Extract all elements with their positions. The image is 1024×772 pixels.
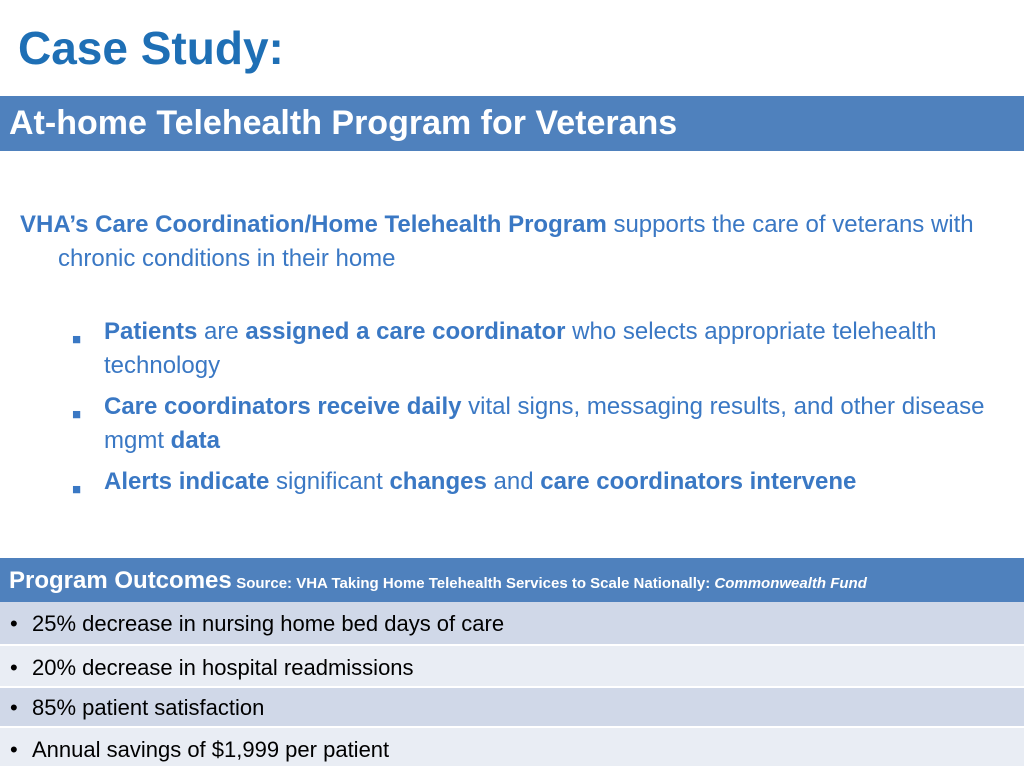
table-row [0,602,1024,646]
outcome-text: 25% decrease in nursing home bed days of care [32,611,505,636]
list-item [66,315,996,383]
slide-title: Case Study: [18,22,284,74]
outcomes-source: Source: VHA Taking Home Telehealth Services to Scale Nationally: [236,575,715,592]
table-row [0,646,1024,688]
outcome-text: Annual savings of $1,999 per patient [32,737,390,762]
bullet-text-bold: Patients [104,318,198,345]
list-item [66,465,996,499]
intro-program-name: VHA’s Care Coordination/Home Telehealth Program [20,211,607,238]
bullet-text: significant [269,468,390,495]
outcome-text: 20% decrease in hospital readmissions [32,655,414,680]
bullet-dot-icon: • [10,611,18,636]
square-bullet-icon: ■ [72,481,82,498]
bullet-dot-icon: • [10,737,18,762]
table-row [0,688,1024,728]
bullet-text-bold: Care coordinators receive daily [104,393,462,420]
outcome-text: 85% patient satisfaction [32,695,265,720]
bullet-dot-icon: • [10,695,18,720]
bullet-text-bold: data [170,427,221,454]
table-row [0,728,1024,768]
bullet-text: who selects appropriate telehealth technology [104,318,937,379]
bullet-text-bold: assigned a care coordinator [245,318,566,345]
bullet-text-bold: Alerts indicate [104,468,270,495]
key-points-list [66,315,996,506]
list-item [66,390,996,458]
square-bullet-icon: ■ [72,406,82,423]
program-banner: At-home Telehealth Program for Veterans [0,96,1024,151]
bullet-text: and [486,468,541,495]
square-bullet-icon: ■ [72,331,82,348]
intro-paragraph [20,208,1010,276]
outcomes-header [0,558,1024,602]
outcomes-table [0,558,1024,768]
bullet-text-bold: care coordinators intervene [540,468,857,495]
bullet-text-bold: changes [389,468,487,495]
intro-text-line2: veterans with chronic conditions in their home [58,211,974,272]
bullet-text: are [197,318,246,345]
outcomes-heading: Program Outcomes [9,567,232,594]
outcomes-source-publication: Commonwealth Fund [714,575,867,592]
bullet-text: vital signs, messaging results, and other disease mgmt [104,393,985,454]
intro-text-line1: supports the care of [606,211,826,238]
bullet-dot-icon: • [10,655,18,680]
